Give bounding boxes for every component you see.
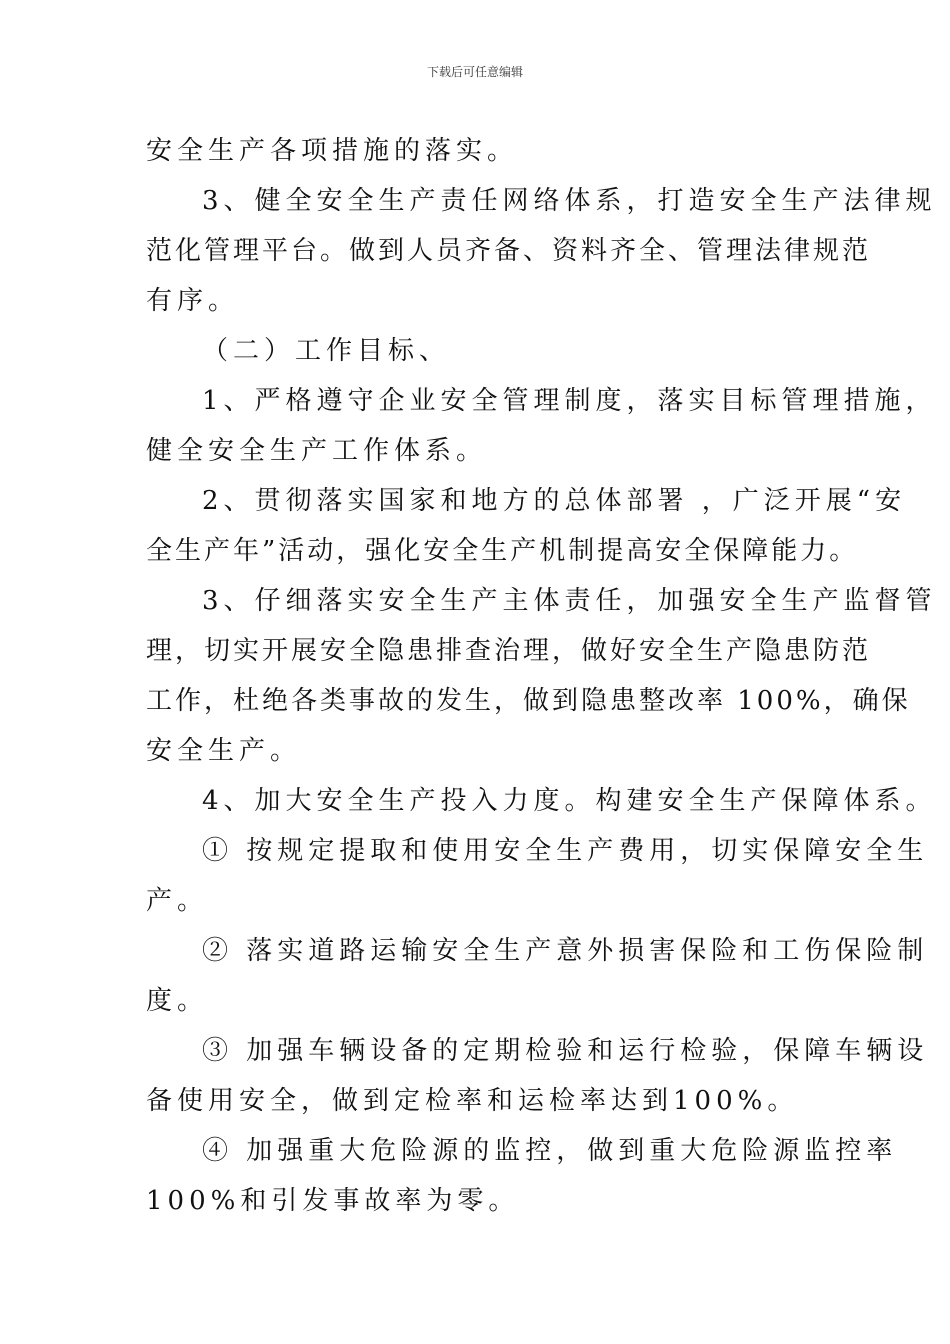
text-line: 理，切实开展安全隐患排查治理，做好安全生产隐患防范 (146, 636, 872, 666)
text-line: 3、健全安全生产责任网络体系，打造安全生产法律规 (202, 186, 937, 216)
document-body (146, 126, 937, 1226)
text-line: 全生产年”活动，强化安全生产机制提高安全保障能力。 (146, 536, 859, 566)
text-line: 度。 (146, 986, 209, 1016)
text-line: 安全生产各项措施的落实。 (146, 136, 519, 166)
list-item: ③ 加强车辆设备的定期检验和运行检验，保障车辆设 (202, 1036, 929, 1066)
text-line: 范化管理平台。做到人员齐备、资料齐全、管理法律规范 (146, 236, 872, 266)
text-line: 健全安全生产工作体系。 (146, 436, 488, 466)
text-line: 产。 (146, 886, 209, 916)
section-heading: （二）工作目标、 (202, 336, 451, 366)
list-item: ② 落实道路运输安全生产意外损害保险和工伤保险制 (202, 936, 929, 966)
text-line: 1、严格遵守企业安全管理制度，落实目标管理措施， (202, 386, 937, 416)
text-line: 3、仔细落实安全生产主体责任，加强安全生产监督管 (202, 586, 937, 616)
list-item: ④ 加强重大危险源的监控，做到重大危险源监控率 (202, 1136, 898, 1166)
text-line: 备使用安全，做到定检率和运检率达到100%。 (146, 1086, 799, 1116)
text-line: 有序。 (146, 286, 240, 316)
text-line: 100%和引发事故率为零。 (146, 1186, 520, 1216)
text-line: 4、加大安全生产投入力度。构建安全生产保障体系。 (202, 786, 937, 816)
list-item: ① 按规定提取和使用安全生产费用，切实保障安全生 (202, 836, 929, 866)
text-line: 工作，杜绝各类事故的发生，做到隐患整改率 100%，确保 (146, 686, 911, 716)
text-line: 2、贯彻落实国家和地方的总体部署 ，广泛开展“安 (202, 486, 907, 516)
text-line: 安全生产。 (146, 736, 302, 766)
page-header-note: 下载后可任意编辑 (426, 65, 523, 79)
